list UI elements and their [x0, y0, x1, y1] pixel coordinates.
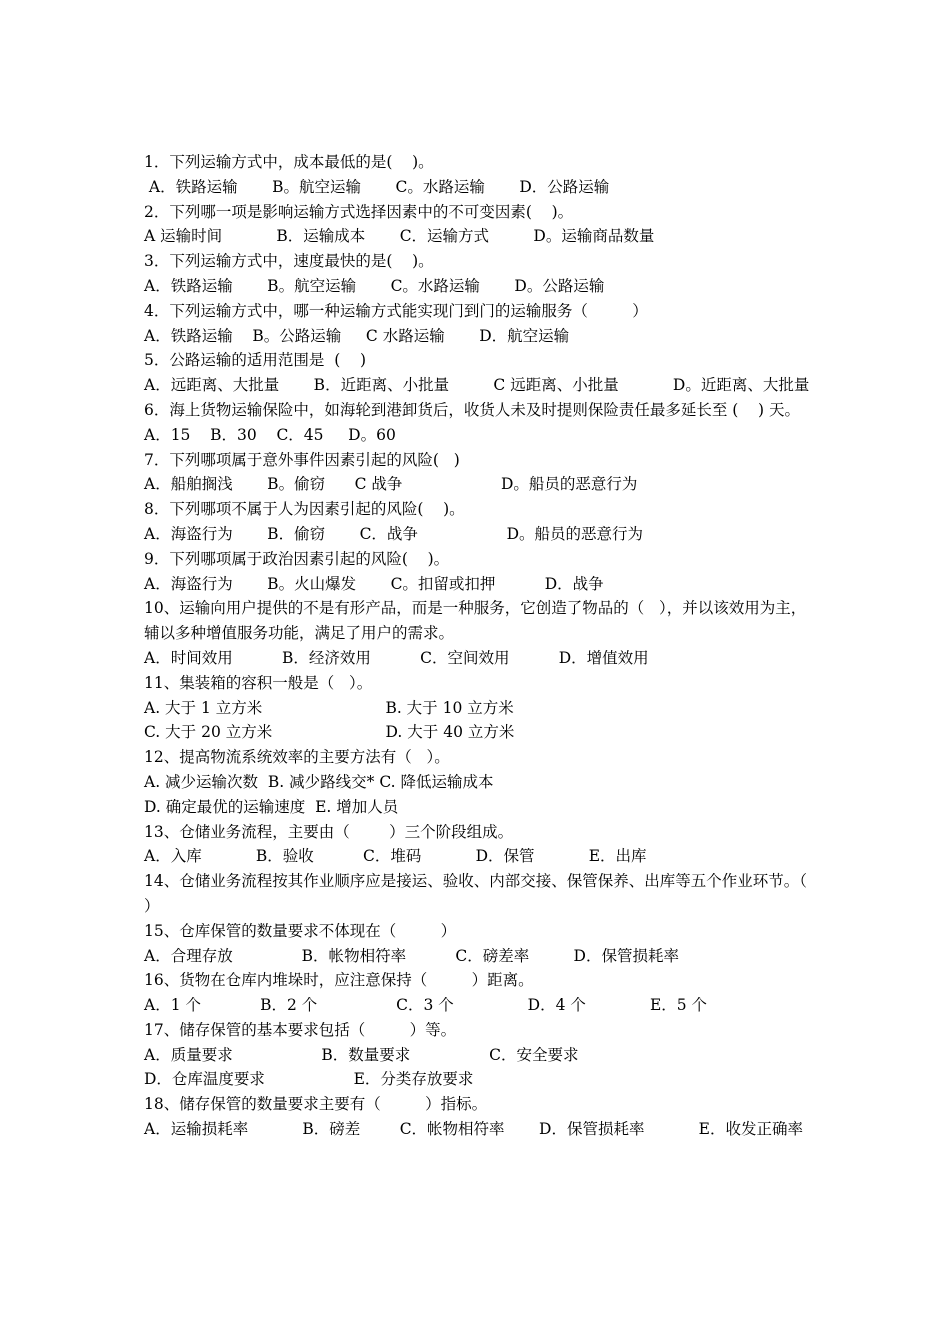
question-3-options: A．铁路运输 B。航空运输 C。水路运输 D。公路运输 [144, 276, 605, 295]
question-14: 14、仓储业务流程按其作业顺序应是接运、验收、内部交接、保管保养、出库等五个作业环节。（ ） [144, 872, 852, 915]
question-15-options: A．合理存放 B．帐物相符率 C．磅差率 D．保管损耗率 [144, 946, 679, 965]
question-9: 9．下列哪项属于政治因素引起的风险( )。 [144, 549, 450, 568]
question-4: 4．下列运输方式中，哪一种运输方式能实现门到门的运输服务（ ） [144, 301, 648, 320]
question-16: 16、货物在仓库内堆垛时，应注意保持（ ）距离。 [144, 971, 534, 990]
question-2: 2．下列哪一项是影响运输方式选择因素中的不可变因素( )。 [144, 202, 574, 221]
question-5: 5．公路运输的适用范围是 ( ) [144, 351, 367, 370]
question-3: 3．下列运输方式中，速度最快的是( )。 [144, 252, 434, 271]
question-16-options: A．1 个 B．2 个 C．3 个 D．4 个 E．5 个 [144, 996, 708, 1015]
question-2-options: A 运输时间 B．运输成本 C．运输方式 D。运输商品数量 [144, 227, 655, 246]
question-10: 10、运输向用户提供的不是有形产品，而是一种服务，它创造了物品的（ ），并以该效用为主，辅以多种增值服务功能，满足了用户的需求。 [144, 599, 807, 643]
question-1-options: A．铁路运输 B。航空运输 C。水路运输 D．公路运输 [144, 177, 610, 196]
question-5-options: A．远距离、大批量 B．近距离、小批量 C 远距离、小批量 D。近距离、大批量 [144, 376, 810, 395]
question-15: 15、仓库保管的数量要求不体现在（ ） [144, 921, 457, 940]
question-4-options: A．铁路运输 B。公路运输 C 水路运输 D．航空运输 [144, 326, 570, 345]
question-12-options-de: D. 确定最优的运输速度 E. 增加人员 [144, 797, 399, 816]
question-17: 17、储存保管的基本要求包括（ ）等。 [144, 1020, 457, 1039]
question-17-options-abc: A．质量要求 B．数量要求 C．安全要求 [144, 1045, 579, 1064]
question-8-options: A．海盗行为 B．偷窃 C．战争 D。船员的恶意行为 [144, 524, 644, 543]
question-13-options: A．入库 B．验收 C．堆码 D．保管 E．出库 [144, 847, 647, 866]
question-18-options: A．运输损耗率 B．磅差 C．帐物相符率 D．保管损耗率 E．收发正确率 [144, 1120, 803, 1139]
question-12-options-abc: A. 减少运输次数 B. 减少路线交* C. 降低运输成本 [144, 772, 494, 791]
question-11: 11、集装箱的容积一般是（ ）。 [144, 673, 373, 692]
question-18: 18、储存保管的数量要求主要有（ ）指标。 [144, 1095, 488, 1114]
question-12: 12、提高物流系统效率的主要方法有（ ）。 [144, 748, 450, 767]
question-1: 1．下列运输方式中，成本最低的是( )。 [144, 153, 434, 171]
question-8: 8．下列哪项不属于人为因素引起的风险( )。 [144, 500, 465, 519]
question-7: 7．下列哪项属于意外事件因素引起的风险( ) [144, 450, 460, 469]
question-9-options: A．海盗行为 B。火山爆发 C。扣留或扣押 D．战争 [144, 574, 604, 593]
question-7-options: A．船舶搁浅 B。偷窃 C 战争 D。船员的恶意行为 [144, 475, 638, 494]
question-13: 13、仓储业务流程，主要由（ ）三个阶段组成。 [144, 822, 514, 841]
question-10-options: A．时间效用 B．经济效用 C．空间效用 D．增值效用 [144, 648, 649, 667]
question-6-options: A．15 B．30 C．45 D。60 [144, 425, 396, 444]
question-6: 6．海上货物运输保险中，如海轮到港卸货后，收货人未及时提则保险责任最多延长至 ( ) 天。 [144, 400, 801, 419]
question-sheet [144, 150, 852, 1142]
question-11-options-cd: C. 大于 20 立方米 D. 大于 40 立方米 [144, 723, 515, 742]
question-17-options-de: D．仓库温度要求 E．分类存放要求 [144, 1070, 474, 1089]
question-11-options-ab: A. 大于 1 立方米 B. 大于 10 立方米 [144, 698, 514, 717]
